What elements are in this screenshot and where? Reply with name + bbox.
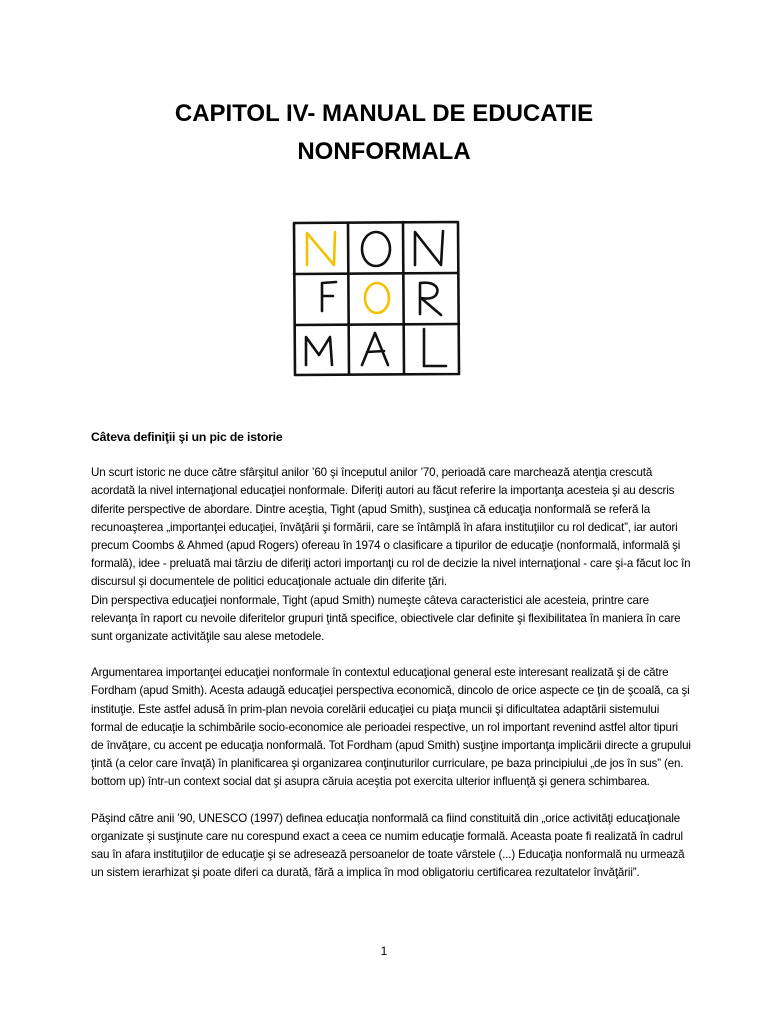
title-line-1: CAPITOL IV- MANUAL DE EDUCATIE (174, 100, 594, 127)
title-line-2: NONFORMALA (297, 138, 471, 165)
letter-l (424, 329, 446, 366)
page-number: 1 (380, 944, 388, 958)
section-heading: Câteva definiţii şi un pic de istorie (91, 430, 283, 444)
letter-a (362, 333, 388, 365)
letter-n-2 (415, 231, 443, 265)
letter-r (420, 283, 441, 315)
paragraph-3: Argumentarea importanţei educaţiei nonformale în contextul educaţional general este interesant realizată şi de către Fordham (apud Smith). Acesta adaugă educaţiei perspectiva economică, dincolo de orice aspecte ce ţin de şcoală, ca şi instituţie. Este astfel adusă în prim-plan nevoia corelării educaţiei cu piaţa muncii şi dificultatea adaptării sistemului formal de educaţie la schimbările socio-economice ale perioadei respective, un rol important revenind astfel altor tipuri de învăţare, cu accent pe educaţia nonformală. Tot Fordham (apud Smith) susţine importanţa implicării directe a grupului ţintă (a celor care învaţă) în planificarea şi organizarea conţinuturilor curriculare, pe baza principiului „de jos în sus” (en. bottom up) într-un context social dat şi asupra căruia aceştia pot exercita ulterior influenţă şi genera schimbarea. (91, 666, 691, 789)
paragraph-2: Din perspectiva educaţiei nonformale, Tight (apud Smith) numeşte câteva caracteristici ale acesteia, printre care relevanţa în raport cu nevoile diferitelor grupuri ţintă specifice, obiectivele clar definite şi flexibilitatea în maniera în care sunt organizate activităţile sau alese metodele. (91, 593, 681, 644)
letter-f (322, 282, 336, 311)
paragraph-1: Un scurt istoric ne duce către sfârşitul anilor ’60 şi începutul anilor ’70, perioadă care marchează atenţia crescută acordată la nivel internaţional educaţiei nonformale. Diferiţi autori au făcut referire la importanţa acesteia şi au descris diferite perspective de abordare. Dintre aceştia, Tight (apud Smith), susţinea că educaţia nonformală se referă la recunoaşterea „importanţei educaţiei, învăţării şi formării, care se întâmplă în afara instituţiilor cu rol dedicat”, iar autori precum Coombs & Ahmed (apud Rogers) ofereau în 1974 o clasificare a tipurilor de educaţie (nonformală, informală şi formală), idee - preluată mai târziu de diferiţi actori importanţi cu rol de decizie la nivel internaţional - care şi-a făcut loc în discursul şi documentele de politici educaţionale actuale din diferite ţări. (91, 466, 691, 589)
paragraph-4: Păşind către anii ’90, UNESCO (1997) definea educaţia nonformală ca fiind constituită din „orice activităţi educaţionale organizate şi susţinute care nu corespund exact a ceea ce numim educaţie formală. Aceasta poate fi realizată în cadrul sau în afara instituţiilor de educaţie şi se adresează persoanelor de toate vârstele (...) Educaţia nonformală nu urmează un sistem ierarhizat şi poate diferi ca durată, fără a implica în mod obligatoriu certificarea rezultatelor învăţării”. (91, 811, 685, 880)
nonformal-grid-logo (290, 219, 462, 377)
letter-o-2 (365, 283, 389, 313)
letter-m (306, 337, 332, 365)
letter-n-1 (307, 232, 335, 265)
letter-o-1 (362, 232, 390, 266)
page-title (0, 95, 768, 171)
document-body (91, 428, 691, 882)
